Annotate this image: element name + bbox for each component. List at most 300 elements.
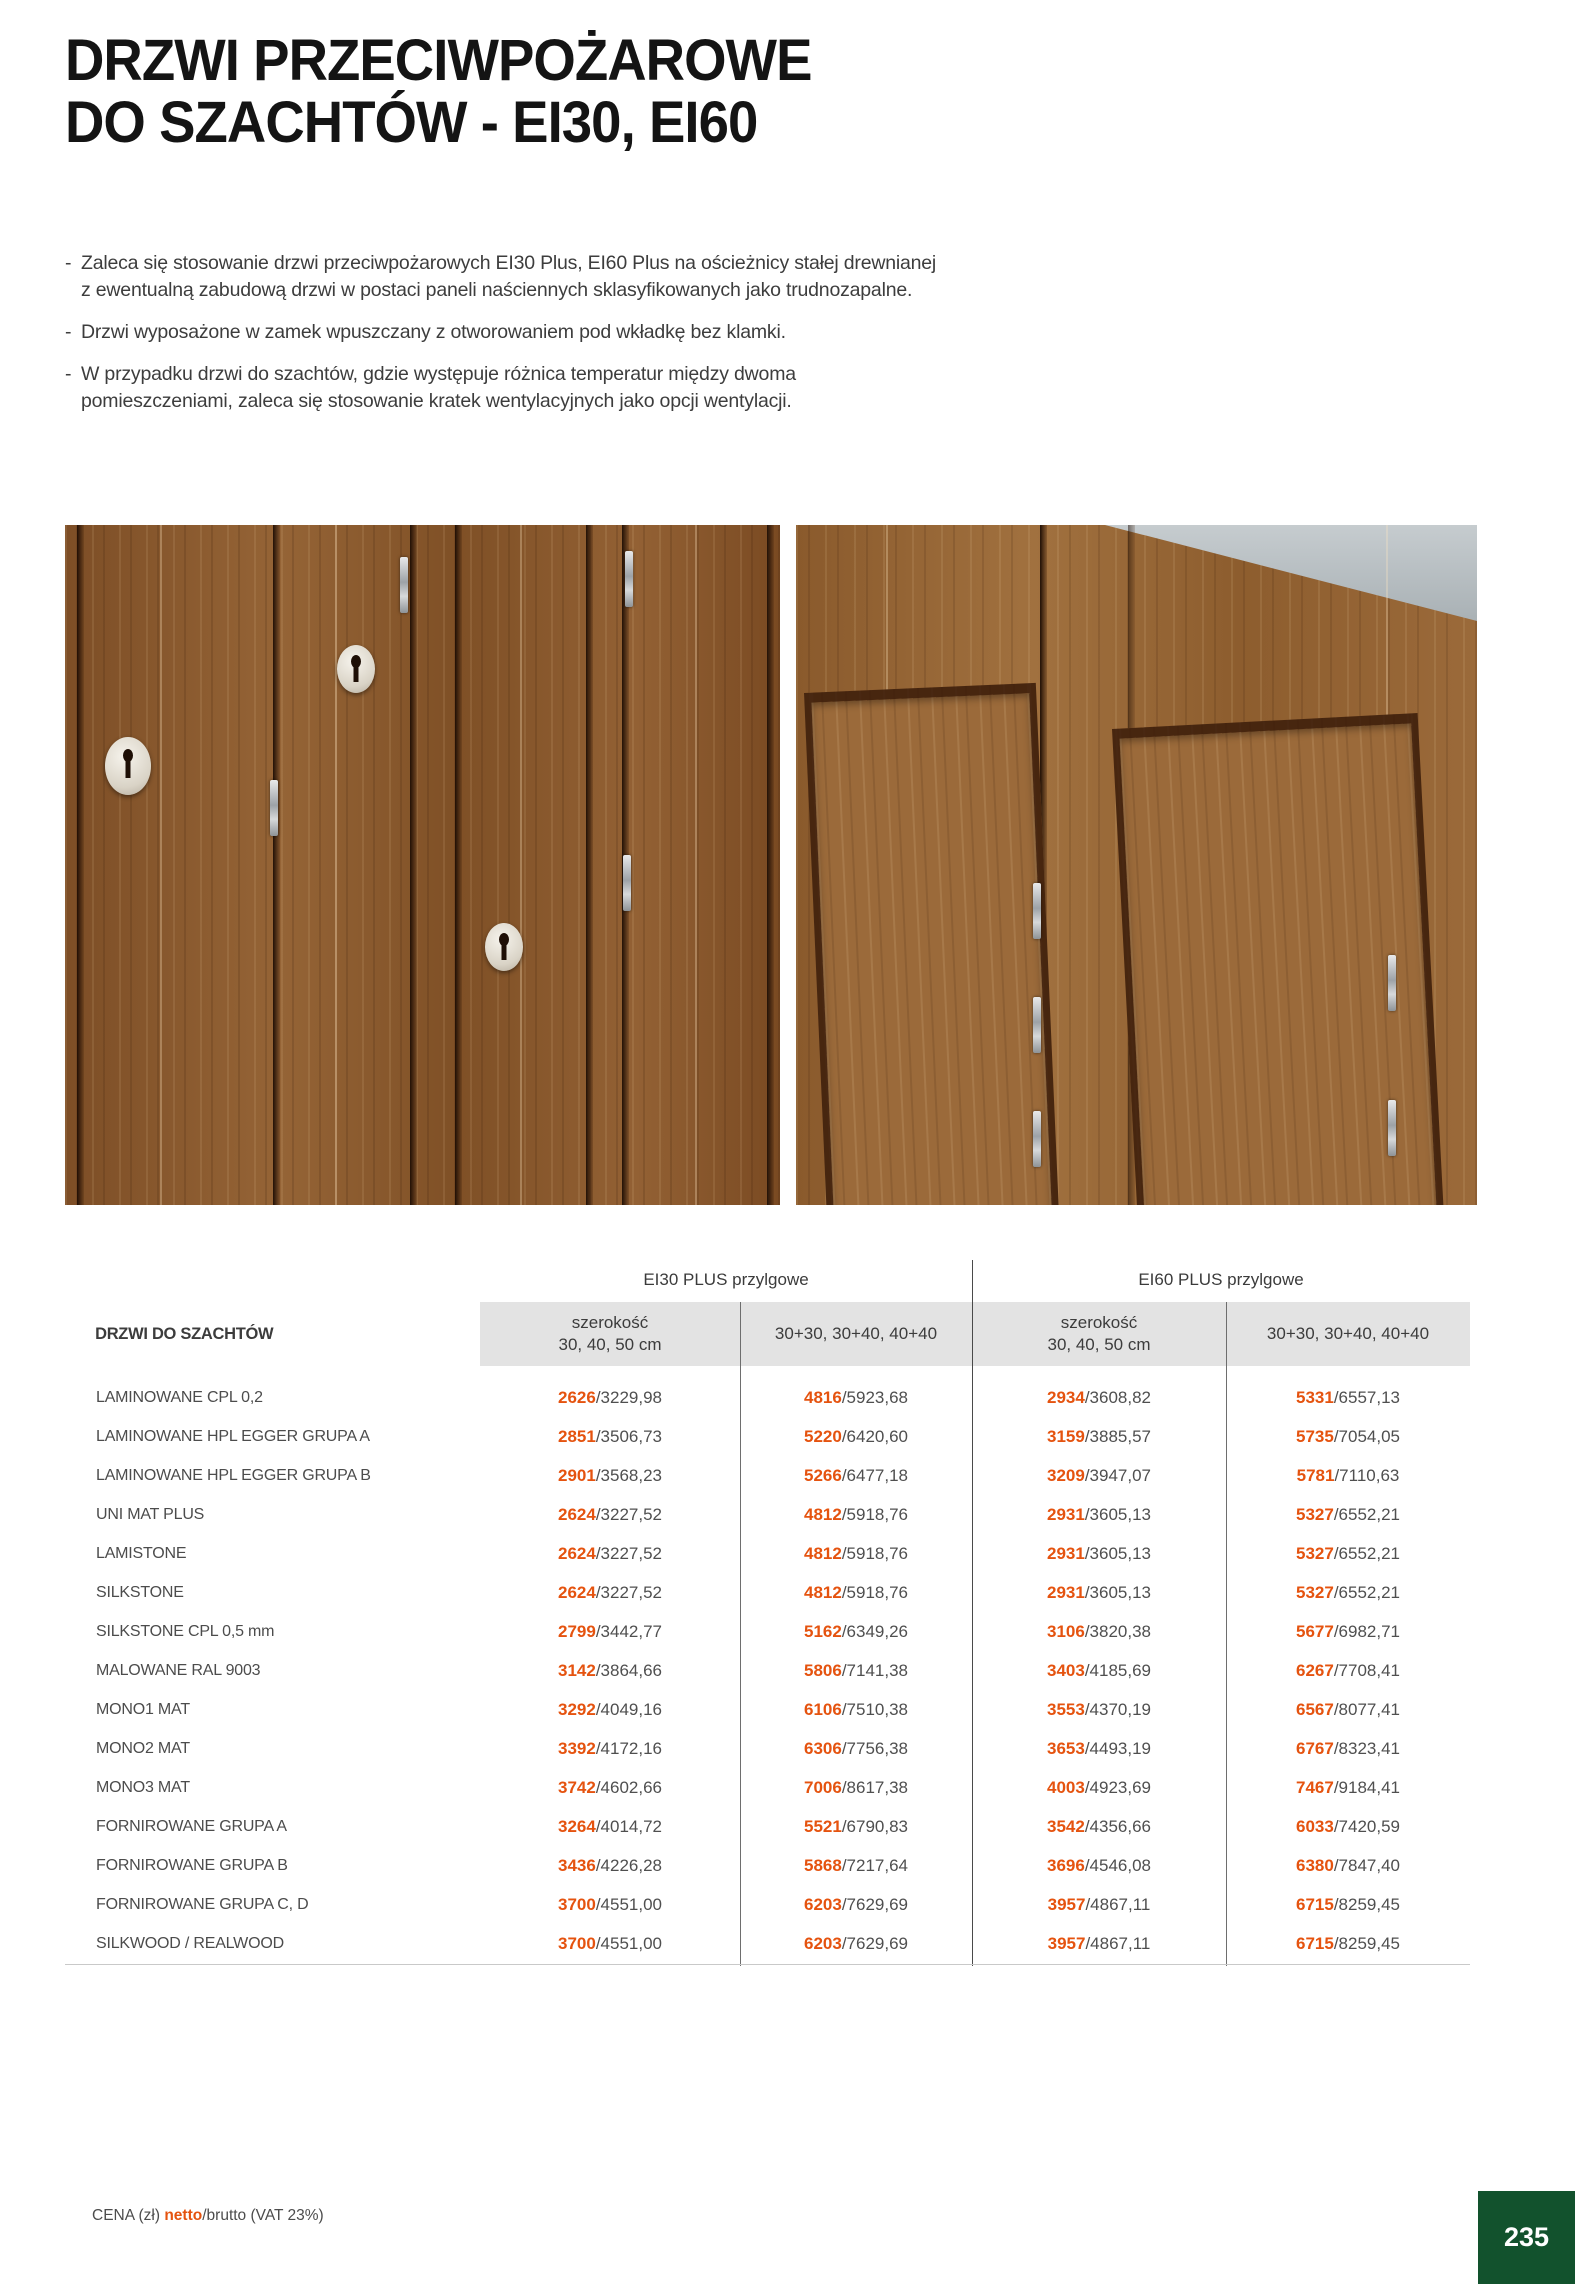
price-separator: / — [595, 1660, 601, 1680]
bullet-dash: - — [65, 363, 72, 385]
price-cell-ei30-double — [740, 1388, 972, 1408]
brutto-value: 3605,13 — [1089, 1543, 1151, 1563]
price-separator: / — [595, 1699, 601, 1719]
brutto-value: 4493,19 — [1089, 1738, 1151, 1758]
price-cell-ei60-double — [1226, 1895, 1470, 1915]
table-row — [65, 1690, 1470, 1729]
brutto-value: 5923,68 — [846, 1387, 908, 1407]
price-separator: / — [595, 1621, 601, 1641]
price-separator: / — [595, 1387, 601, 1407]
column-header-width-line2: 30, 40, 50 cm — [558, 1335, 662, 1354]
row-label: MONO1 MAT — [96, 1700, 190, 1718]
row-label: FORNIROWANE GRUPA A — [96, 1817, 287, 1835]
price-separator: / — [1084, 1660, 1090, 1680]
price-cell-ei60-single — [972, 1778, 1226, 1798]
price-separator: / — [841, 1660, 847, 1680]
netto-value: 4812 — [803, 1543, 842, 1563]
netto-value: 2934 — [1046, 1387, 1085, 1407]
price-separator: / — [1333, 1621, 1339, 1641]
price-separator: / — [1084, 1816, 1090, 1836]
price-separator: / — [1333, 1855, 1339, 1875]
price-cell-ei30-single — [480, 1583, 740, 1603]
price-separator: / — [1333, 1387, 1339, 1407]
netto-value: 6306 — [803, 1738, 842, 1758]
price-cell-ei60-double — [1226, 1544, 1470, 1564]
netto-value: 3742 — [557, 1777, 596, 1797]
brutto-value: 8259,45 — [1338, 1894, 1400, 1914]
price-cell-ei30-double — [740, 1934, 972, 1954]
price-cell-ei60-double — [1226, 1505, 1470, 1525]
brutto-value: 8617,38 — [846, 1777, 908, 1797]
price-cell-ei30-single — [480, 1661, 740, 1681]
bullet-item — [65, 319, 937, 346]
price-separator: / — [1333, 1894, 1339, 1914]
price-cell-ei60-single — [972, 1817, 1226, 1837]
price-cell-ei30-single — [480, 1856, 740, 1876]
price-cell-ei30-double — [740, 1583, 972, 1603]
price-separator: / — [1334, 1465, 1340, 1485]
netto-value: 5781 — [1296, 1465, 1335, 1485]
netto-value: 5806 — [803, 1660, 842, 1680]
price-cell-ei60-single — [972, 1661, 1226, 1681]
price-cell-ei60-double — [1226, 1466, 1470, 1486]
door-panel — [804, 683, 1060, 1205]
netto-value: 2799 — [557, 1621, 596, 1641]
netto-value: 4812 — [803, 1582, 842, 1602]
netto-value: 3957 — [1047, 1933, 1086, 1953]
netto-value: 6267 — [1295, 1660, 1334, 1680]
price-cell-ei30-double — [740, 1700, 972, 1720]
group-header-ei60: EI60 PLUS przylgowe — [1138, 1270, 1304, 1289]
netto-value: 7467 — [1295, 1777, 1334, 1797]
price-separator: / — [595, 1504, 601, 1524]
price-separator: / — [841, 1504, 847, 1524]
table-bottom-rule — [65, 1964, 1470, 1965]
price-separator: / — [595, 1738, 601, 1758]
hinge-icon — [1033, 997, 1041, 1053]
netto-value: 5327 — [1295, 1504, 1334, 1524]
table-row — [65, 1495, 1470, 1534]
brutto-value: 7756,38 — [846, 1738, 908, 1758]
price-separator: / — [1085, 1933, 1091, 1953]
brutto-value: 6557,13 — [1338, 1387, 1400, 1407]
netto-value: 2851 — [557, 1426, 596, 1446]
brutto-value: 7110,63 — [1339, 1465, 1400, 1485]
brutto-value: 6420,60 — [846, 1426, 908, 1446]
price-separator: / — [841, 1582, 847, 1602]
netto-value: 6033 — [1295, 1816, 1334, 1836]
netto-value: 2901 — [557, 1465, 596, 1485]
price-separator: / — [595, 1894, 601, 1914]
table-divider-line — [740, 1302, 741, 1966]
netto-value: 2931 — [1046, 1543, 1085, 1563]
price-cell-ei60-single — [972, 1544, 1226, 1564]
price-cell-ei30-single — [480, 1895, 740, 1915]
group-header-ei30: EI30 PLUS przylgowe — [643, 1270, 809, 1289]
price-separator: / — [841, 1933, 847, 1953]
brutto-value: 4867,11 — [1090, 1933, 1151, 1953]
footnote-netto: netto — [164, 2207, 203, 2224]
table-row — [65, 1885, 1470, 1924]
table-group-divider-line — [972, 1260, 973, 1966]
price-cell-ei30-single — [480, 1388, 740, 1408]
price-separator: / — [1084, 1426, 1090, 1446]
wood-seam — [160, 525, 162, 1205]
bullet-item — [65, 361, 937, 415]
price-separator: / — [1084, 1738, 1090, 1758]
brutto-value: 6477,18 — [846, 1465, 908, 1485]
table-row — [65, 1924, 1470, 1963]
table-row — [65, 1417, 1470, 1456]
table-row — [65, 1768, 1470, 1807]
netto-value: 5220 — [803, 1426, 842, 1446]
price-separator: / — [595, 1933, 601, 1953]
price-table — [65, 1258, 1470, 1970]
price-separator: / — [1084, 1543, 1090, 1563]
price-separator: / — [595, 1426, 601, 1446]
page-title — [65, 30, 812, 154]
price-cell-ei30-double — [740, 1739, 972, 1759]
price-cell-ei30-single — [480, 1817, 740, 1837]
row-label: FORNIROWANE GRUPA C, D — [96, 1895, 309, 1913]
brutto-value: 6552,21 — [1338, 1582, 1400, 1602]
price-separator: / — [1084, 1387, 1090, 1407]
photo-strip — [65, 525, 1477, 1205]
price-cell-ei30-double — [740, 1544, 972, 1564]
netto-value: 6106 — [803, 1699, 842, 1719]
netto-value: 3436 — [557, 1855, 596, 1875]
column-header-width-line1: szerokość — [571, 1312, 649, 1332]
netto-value: 6715 — [1295, 1894, 1334, 1914]
bullet-dash: - — [65, 321, 72, 343]
price-separator: / — [1333, 1738, 1339, 1758]
hinge-icon — [1033, 883, 1041, 939]
price-cell-ei60-single — [972, 1388, 1226, 1408]
price-cell-ei60-single — [972, 1622, 1226, 1642]
column-header-double-ei30: 30+30, 30+40, 40+40 — [740, 1302, 972, 1366]
netto-value: 3264 — [557, 1816, 596, 1836]
price-separator: / — [841, 1387, 847, 1407]
netto-value: 2624 — [557, 1543, 596, 1563]
group-header-spacer — [65, 1258, 480, 1302]
netto-value: 5735 — [1295, 1426, 1334, 1446]
price-separator: / — [841, 1465, 847, 1485]
table-row — [65, 1456, 1470, 1495]
price-separator: / — [841, 1855, 847, 1875]
brutto-value: 4867,11 — [1090, 1894, 1151, 1914]
wood-seam — [520, 525, 522, 1205]
brutto-value: 3885,57 — [1089, 1426, 1151, 1446]
price-separator: / — [595, 1543, 601, 1563]
table-divider-line — [1226, 1302, 1227, 1966]
price-cell-ei30-double — [740, 1427, 972, 1447]
row-label: UNI MAT PLUS — [96, 1505, 205, 1523]
brutto-value: 3568,23 — [600, 1465, 662, 1485]
page-title-line-1: DRZWI PRZECIWPOŻAROWE — [65, 28, 812, 93]
hinge-icon — [1033, 1111, 1041, 1167]
wood-plank-gap — [273, 525, 280, 1205]
brutto-value: 7708,41 — [1338, 1660, 1400, 1680]
brutto-value: 7141,38 — [846, 1660, 908, 1680]
door-photo-right — [796, 525, 1477, 1205]
price-cell-ei60-single — [972, 1739, 1226, 1759]
brutto-value: 4602,66 — [600, 1777, 662, 1797]
row-label: SILKSTONE — [96, 1583, 184, 1601]
netto-value: 6203 — [803, 1933, 842, 1953]
price-separator: / — [841, 1699, 847, 1719]
netto-value: 4003 — [1046, 1777, 1085, 1797]
brutto-value: 5918,76 — [846, 1504, 908, 1524]
price-separator: / — [1084, 1777, 1090, 1797]
brutto-value: 3229,98 — [600, 1387, 662, 1407]
price-separator: / — [841, 1543, 847, 1563]
brutto-value: 4551,00 — [600, 1933, 662, 1953]
brutto-value: 4014,72 — [600, 1816, 662, 1836]
page-number: 235 — [1503, 2222, 1550, 2252]
brutto-value: 4923,69 — [1089, 1777, 1151, 1797]
price-separator: / — [1084, 1504, 1090, 1524]
page-title-line-2: DO SZACHTÓW - EI30, EI60 — [65, 90, 758, 156]
price-separator: / — [1333, 1777, 1339, 1797]
price-separator: / — [1333, 1582, 1339, 1602]
table-group-header-row — [65, 1258, 1470, 1302]
intro-bullets — [65, 250, 937, 430]
brutto-value: 3442,77 — [600, 1621, 662, 1641]
ceiling-corner — [1105, 525, 1477, 621]
price-cell-ei60-single — [972, 1427, 1226, 1447]
row-label: MALOWANE RAL 9003 — [96, 1661, 261, 1679]
brutto-value: 7847,40 — [1338, 1855, 1400, 1875]
price-separator: / — [1085, 1894, 1091, 1914]
price-cell-ei60-single — [972, 1583, 1226, 1603]
netto-value: 3403 — [1046, 1660, 1085, 1680]
price-separator: / — [595, 1816, 601, 1836]
price-cell-ei30-double — [740, 1856, 972, 1876]
brutto-value: 3947,07 — [1089, 1465, 1151, 1485]
price-separator: / — [841, 1777, 847, 1797]
price-cell-ei30-single — [480, 1700, 740, 1720]
brutto-value: 4551,00 — [600, 1894, 662, 1914]
price-separator: / — [595, 1582, 601, 1602]
price-cell-ei60-double — [1226, 1934, 1470, 1954]
netto-value: 2624 — [557, 1504, 596, 1524]
brutto-value: 7629,69 — [846, 1933, 908, 1953]
netto-value: 5162 — [803, 1621, 842, 1641]
row-label: SILKSTONE CPL 0,5 mm — [96, 1622, 275, 1640]
brutto-value: 8323,41 — [1338, 1738, 1400, 1758]
column-header-double-ei60: 30+30, 30+40, 40+40 — [1226, 1302, 1470, 1366]
bullet-text: W przypadku drzwi do szachtów, gdzie występuje różnica temperatur między dwoma pomieszczeniami, zaleca się stosowanie kratek wentylacyjnych jako opcji wentylacji. — [81, 363, 796, 412]
footnote-prefix: CENA (zł) — [92, 2207, 165, 2224]
price-cell-ei60-double — [1226, 1388, 1470, 1408]
netto-value: 6767 — [1295, 1738, 1334, 1758]
price-cell-ei60-double — [1226, 1583, 1470, 1603]
price-separator: / — [595, 1855, 601, 1875]
price-cell-ei30-single — [480, 1466, 740, 1486]
price-separator: / — [1333, 1699, 1339, 1719]
price-footnote — [92, 2207, 324, 2225]
netto-value: 6380 — [1295, 1855, 1334, 1875]
table-row — [65, 1612, 1470, 1651]
brutto-value: 4226,28 — [600, 1855, 662, 1875]
price-cell-ei60-single — [972, 1700, 1226, 1720]
price-cell-ei30-single — [480, 1934, 740, 1954]
bullet-text: Drzwi wyposażone w zamek wpuszczany z otworowaniem pod wkładkę bez klamki. — [81, 321, 786, 343]
brutto-value: 7054,05 — [1338, 1426, 1400, 1446]
price-separator: / — [841, 1816, 847, 1836]
price-separator: / — [841, 1738, 847, 1758]
netto-value: 3159 — [1046, 1426, 1085, 1446]
netto-value: 3553 — [1046, 1699, 1085, 1719]
netto-value: 5677 — [1295, 1621, 1334, 1641]
price-separator: / — [1084, 1621, 1090, 1641]
brutto-value: 4185,69 — [1089, 1660, 1151, 1680]
brutto-value: 6982,71 — [1338, 1621, 1400, 1641]
table-body — [65, 1378, 1470, 1963]
netto-value: 3142 — [557, 1660, 596, 1680]
row-label: LAMINOWANE HPL EGGER GRUPA B — [96, 1466, 371, 1484]
brutto-value: 5918,76 — [846, 1543, 908, 1563]
table-column-header-row — [65, 1302, 1470, 1366]
price-cell-ei60-single — [972, 1466, 1226, 1486]
door-photo-left — [65, 525, 780, 1205]
column-header-width-line2: 30, 40, 50 cm — [1047, 1335, 1151, 1354]
netto-value: 2931 — [1046, 1582, 1085, 1602]
price-separator: / — [1084, 1699, 1090, 1719]
brutto-value: 4546,08 — [1089, 1855, 1151, 1875]
column-header-width-ei30 — [480, 1302, 740, 1366]
wood-plank-gap — [410, 525, 417, 1205]
price-separator: / — [595, 1465, 601, 1485]
netto-value: 5327 — [1295, 1543, 1334, 1563]
netto-value: 3700 — [557, 1894, 596, 1914]
column-header-width-line1: szerokość — [1060, 1312, 1138, 1332]
page-number-badge — [1478, 2191, 1575, 2284]
price-cell-ei60-double — [1226, 1739, 1470, 1759]
price-cell-ei30-double — [740, 1895, 972, 1915]
keyhole-icon — [337, 645, 375, 693]
row-label: MONO2 MAT — [96, 1739, 190, 1757]
brutto-value: 9184,41 — [1338, 1777, 1400, 1797]
brutto-value: 4049,16 — [600, 1699, 662, 1719]
netto-value: 4812 — [803, 1504, 842, 1524]
brutto-value: 4172,16 — [600, 1738, 662, 1758]
price-separator: / — [1333, 1504, 1339, 1524]
price-cell-ei60-single — [972, 1895, 1226, 1915]
price-cell-ei60-double — [1226, 1622, 1470, 1642]
brutto-value: 5918,76 — [846, 1582, 908, 1602]
brutto-value: 3227,52 — [600, 1582, 662, 1602]
hinge-icon — [400, 557, 408, 613]
hinge-icon — [270, 780, 278, 836]
price-separator: / — [841, 1894, 847, 1914]
price-separator: / — [1333, 1660, 1339, 1680]
netto-value: 6715 — [1295, 1933, 1334, 1953]
brutto-value: 4356,66 — [1089, 1816, 1151, 1836]
brutto-value: 3605,13 — [1089, 1582, 1151, 1602]
netto-value: 2626 — [557, 1387, 596, 1407]
netto-value: 3209 — [1046, 1465, 1085, 1485]
price-separator: / — [841, 1426, 847, 1446]
brutto-value: 3605,13 — [1089, 1504, 1151, 1524]
brutto-value: 3227,52 — [600, 1543, 662, 1563]
brutto-value: 3506,73 — [600, 1426, 662, 1446]
hinge-icon — [623, 855, 631, 911]
keyhole-icon — [485, 923, 523, 971]
price-cell-ei30-single — [480, 1505, 740, 1525]
netto-value: 5266 — [803, 1465, 842, 1485]
price-separator: / — [1333, 1933, 1339, 1953]
price-cell-ei60-double — [1226, 1700, 1470, 1720]
column-header-width-ei60 — [972, 1302, 1226, 1366]
wood-plank-gap — [455, 525, 462, 1205]
netto-value: 3292 — [557, 1699, 596, 1719]
netto-value: 3106 — [1046, 1621, 1085, 1641]
table-row — [65, 1651, 1470, 1690]
brutto-value: 4370,19 — [1089, 1699, 1151, 1719]
brutto-value: 3820,38 — [1089, 1621, 1151, 1641]
netto-value: 5331 — [1295, 1387, 1334, 1407]
brutto-value: 3864,66 — [600, 1660, 662, 1680]
price-separator: / — [841, 1621, 847, 1641]
table-row — [65, 1846, 1470, 1885]
keyhole-icon — [105, 737, 151, 795]
row-label: SILKWOOD / REALWOOD — [96, 1934, 284, 1952]
row-label: LAMINOWANE HPL EGGER GRUPA A — [96, 1427, 370, 1445]
netto-value: 5868 — [803, 1855, 842, 1875]
netto-value: 5327 — [1295, 1582, 1334, 1602]
wood-seam — [695, 525, 697, 1205]
price-cell-ei60-double — [1226, 1661, 1470, 1681]
price-cell-ei30-single — [480, 1739, 740, 1759]
price-cell-ei30-single — [480, 1622, 740, 1642]
brutto-value: 3227,52 — [600, 1504, 662, 1524]
wood-plank-gap — [77, 525, 84, 1205]
table-row — [65, 1378, 1470, 1417]
netto-value: 3696 — [1046, 1855, 1085, 1875]
price-cell-ei30-double — [740, 1505, 972, 1525]
price-cell-ei60-double — [1226, 1856, 1470, 1876]
price-separator: / — [1333, 1543, 1339, 1563]
netto-value: 6567 — [1295, 1699, 1334, 1719]
price-cell-ei30-double — [740, 1778, 972, 1798]
table-row — [65, 1534, 1470, 1573]
wood-seam — [335, 525, 337, 1205]
brutto-value: 3608,82 — [1089, 1387, 1151, 1407]
table-section-title: DRZWI DO SZACHTÓW — [95, 1323, 274, 1343]
netto-value: 3700 — [557, 1933, 596, 1953]
brutto-value: 6552,21 — [1338, 1504, 1400, 1524]
bullet-text: Zaleca się stosowanie drzwi przeciwpożarowych EI30 Plus, EI60 Plus na ościeżnicy stałej drewnianej z ewentualną zabudową drzwi w postaci paneli naściennych sklasyfikowanych jako trudnozapalne. — [81, 252, 937, 301]
price-cell-ei60-double — [1226, 1427, 1470, 1447]
table-row — [65, 1807, 1470, 1846]
price-cell-ei30-double — [740, 1817, 972, 1837]
price-separator: / — [1333, 1426, 1339, 1446]
netto-value: 5521 — [803, 1816, 842, 1836]
price-separator: / — [1084, 1582, 1090, 1602]
bullet-dash: - — [65, 252, 72, 274]
row-label: FORNIROWANE GRUPA B — [96, 1856, 288, 1874]
price-cell-ei60-double — [1226, 1778, 1470, 1798]
price-cell-ei30-double — [740, 1661, 972, 1681]
netto-value: 2624 — [557, 1582, 596, 1602]
netto-value: 3542 — [1046, 1816, 1085, 1836]
price-cell-ei30-double — [740, 1466, 972, 1486]
hinge-icon — [1388, 1100, 1396, 1156]
row-label: LAMINOWANE CPL 0,2 — [96, 1388, 263, 1406]
price-separator: / — [1084, 1465, 1090, 1485]
wood-plank-gap — [767, 525, 774, 1205]
